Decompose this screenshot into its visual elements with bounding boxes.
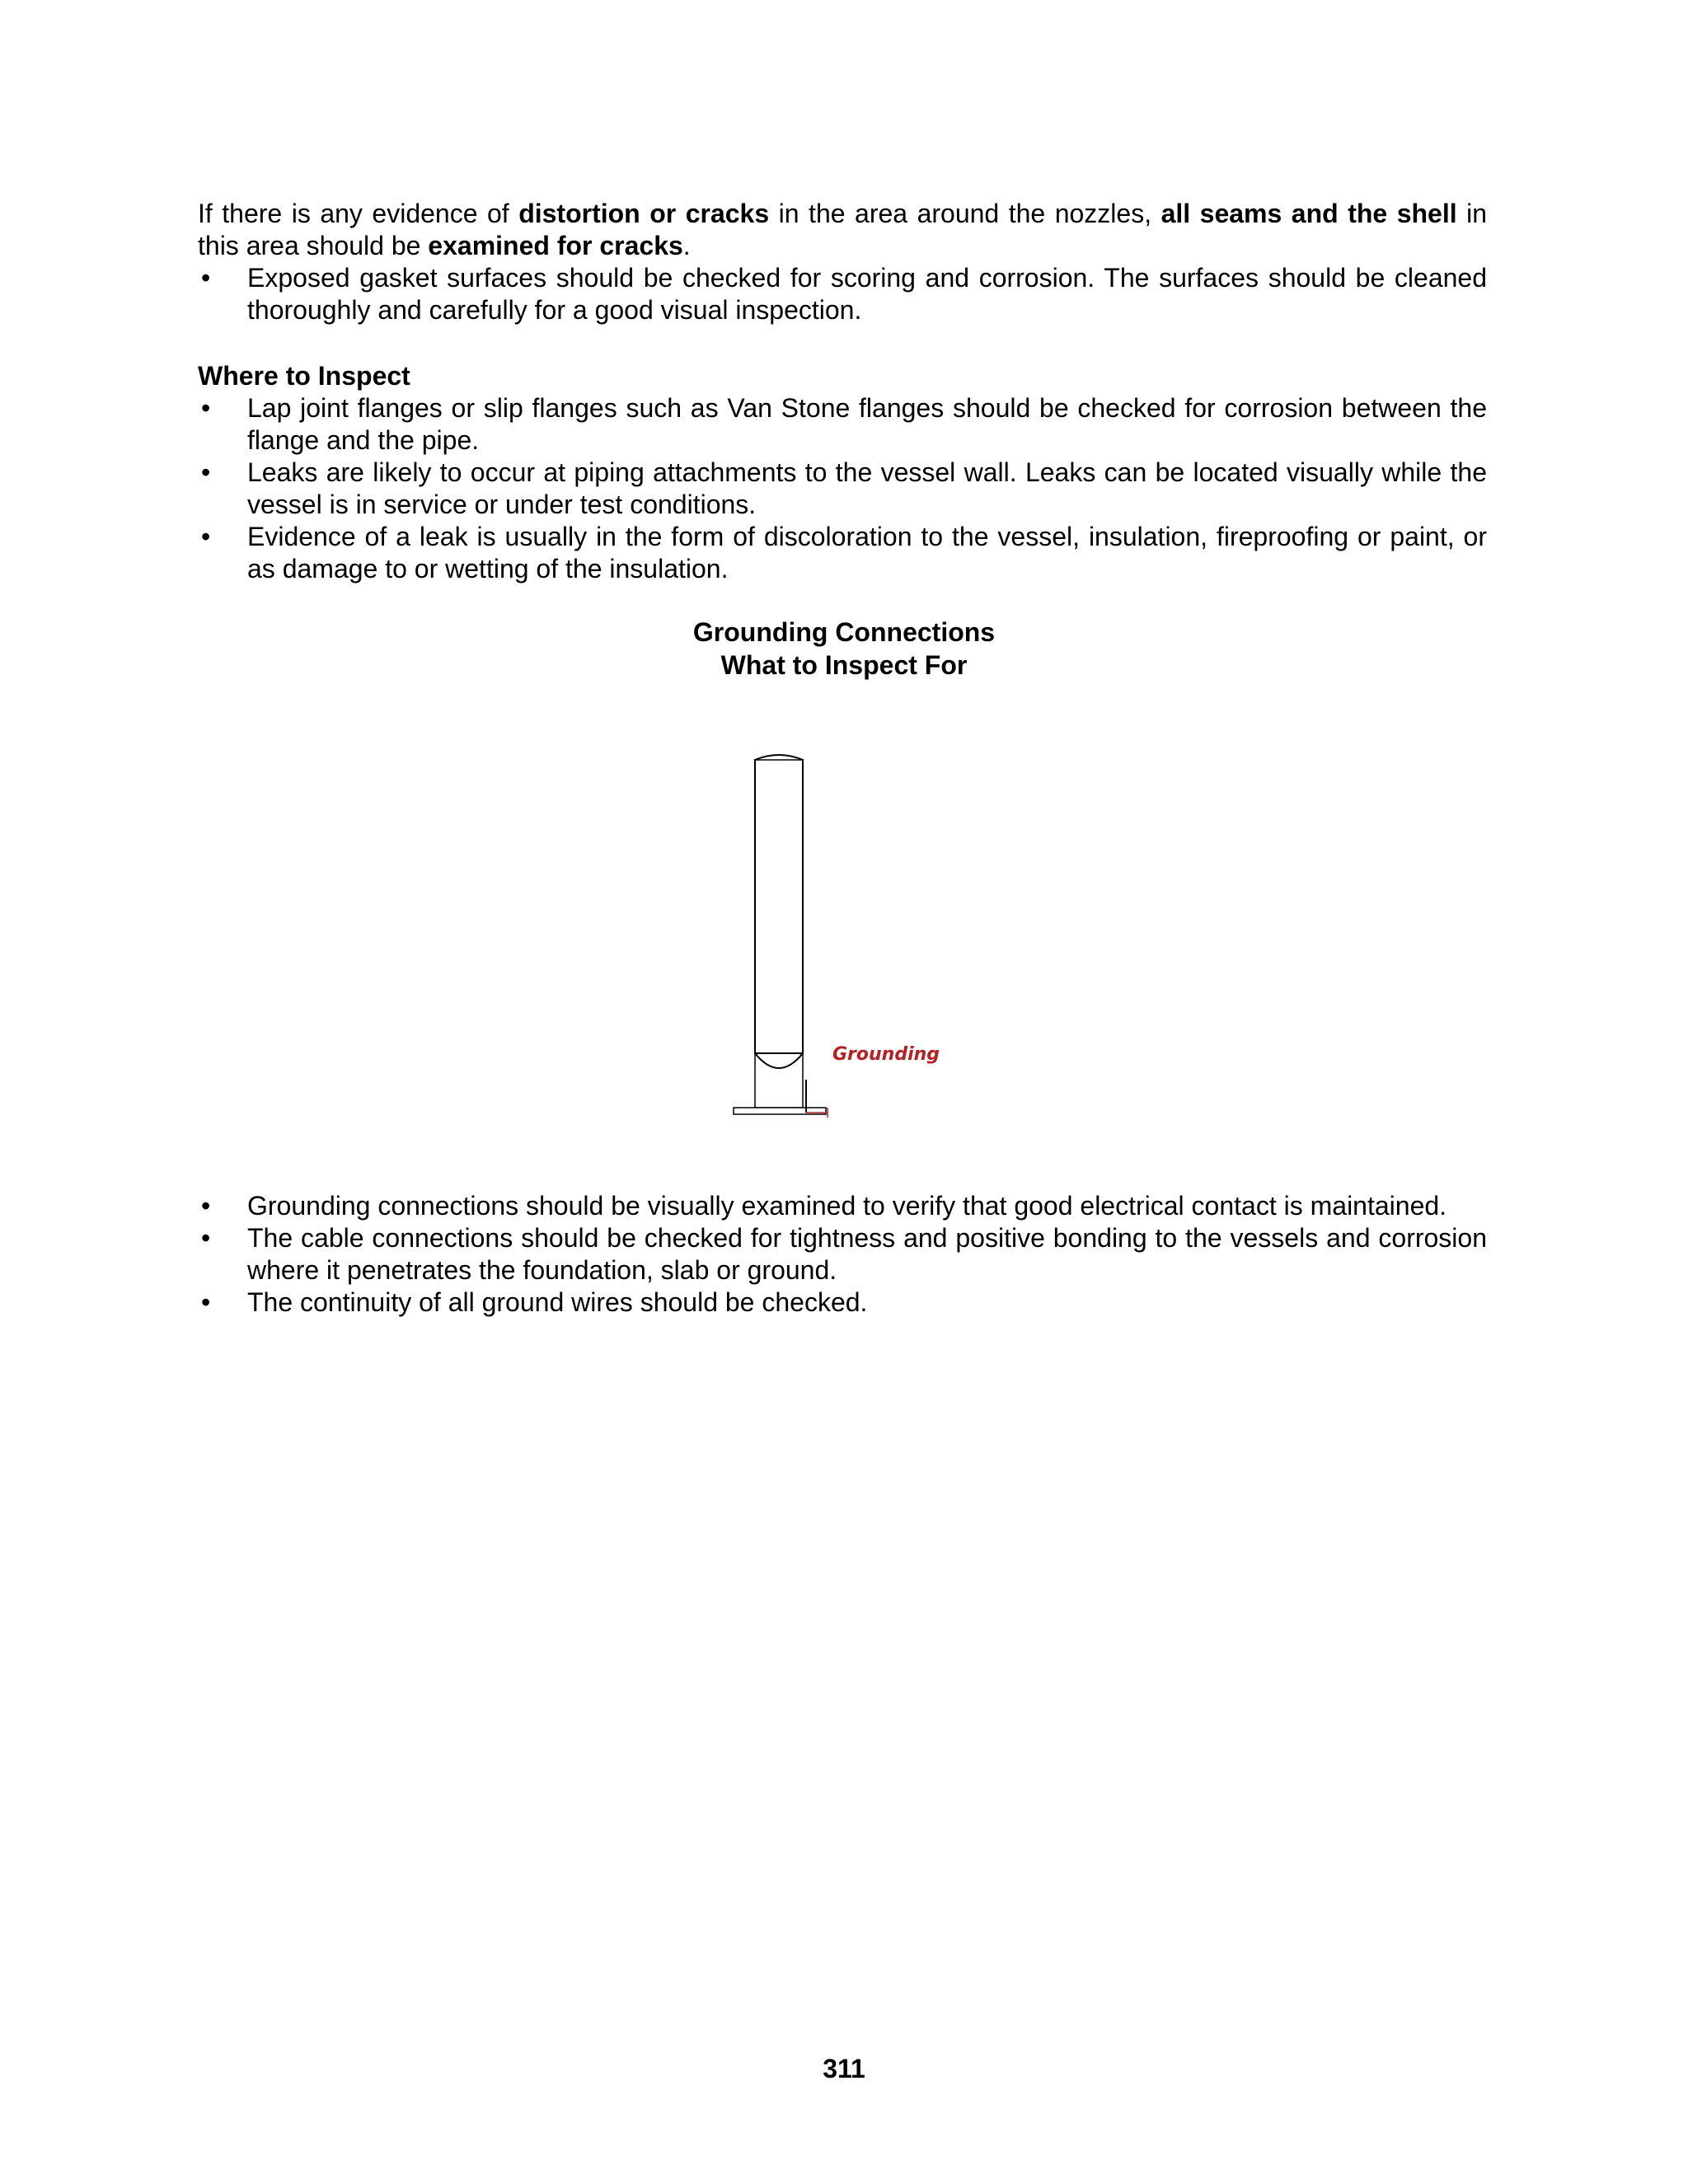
grounding-bullet-list (198, 1190, 1487, 1319)
grounding-subtitle: What to Inspect For (720, 650, 968, 680)
list-item: • Lap joint flanges or slip flanges such as Van Stone flanges should be checked for corrosion between the flange and the pipe. (201, 393, 1487, 455)
list-item: • Leaks are likely to occur at piping attachments to the vessel wall. Leaks can be located visually while the vessel is in service or under test conditions. (201, 457, 1487, 519)
bullet-icon: • (201, 1223, 211, 1253)
intro-bold-seams: all seams and the shell (1160, 199, 1457, 228)
vessel-shell (755, 755, 803, 1053)
list-item: • Exposed gasket surfaces should be checked for scoring and corrosion. The surfaces should be cleaned thoroughly and carefully for a good visual inspection. (201, 263, 1487, 325)
intro-text: . (682, 231, 691, 260)
vessel-bottom-head (755, 1053, 803, 1068)
bullet-icon: • (201, 1287, 211, 1317)
vessel-diagram (725, 742, 973, 1137)
vessel-grounding-figure (725, 742, 973, 1137)
list-item: • Grounding connections should be visually examined to verify that good electrical contact is maintained. (201, 1191, 1447, 1221)
bullet-icon: • (201, 393, 211, 423)
intro-text: in this area should be (198, 199, 1488, 260)
grounding-heading (0, 616, 1688, 682)
grounding-inspection-section (198, 1190, 1487, 1319)
page-number: 311 (823, 2054, 865, 2083)
intro-bullet-list (198, 262, 1487, 326)
bullet-icon: • (201, 522, 211, 551)
intro-text: If there is any evidence of (198, 199, 519, 228)
list-item: • Evidence of a leak is usually in the form of discoloration to the vessel, insulation, fireproofing or paint, or as damage to or wetting of the insulation. (201, 522, 1487, 583)
where-to-inspect-section (198, 360, 1487, 585)
grounding-title: Grounding Connections (692, 617, 996, 647)
where-to-inspect-heading: Where to Inspect (198, 361, 410, 391)
where-to-inspect-list (198, 392, 1487, 585)
bullet-icon: • (201, 263, 211, 293)
vessel-base-plate (734, 1108, 826, 1114)
intro-bold-examined: examined for cracks (428, 231, 683, 260)
list-item: • The cable connections should be checked for tightness and positive bonding to the vessels and corrosion where it penetrates the foundation, slab or ground. (201, 1223, 1487, 1285)
bullet-icon: • (201, 1191, 211, 1221)
intro-text: in the area around the nozzles, (769, 199, 1161, 228)
list-item: • The continuity of all ground wires should be checked. (201, 1287, 868, 1317)
grounding-label: Grounding (832, 1044, 940, 1065)
intro-section (198, 198, 1487, 326)
intro-bold-distortion: distortion or cracks (518, 199, 770, 228)
bullet-icon: • (201, 457, 211, 487)
intro-paragraph (198, 198, 1487, 262)
